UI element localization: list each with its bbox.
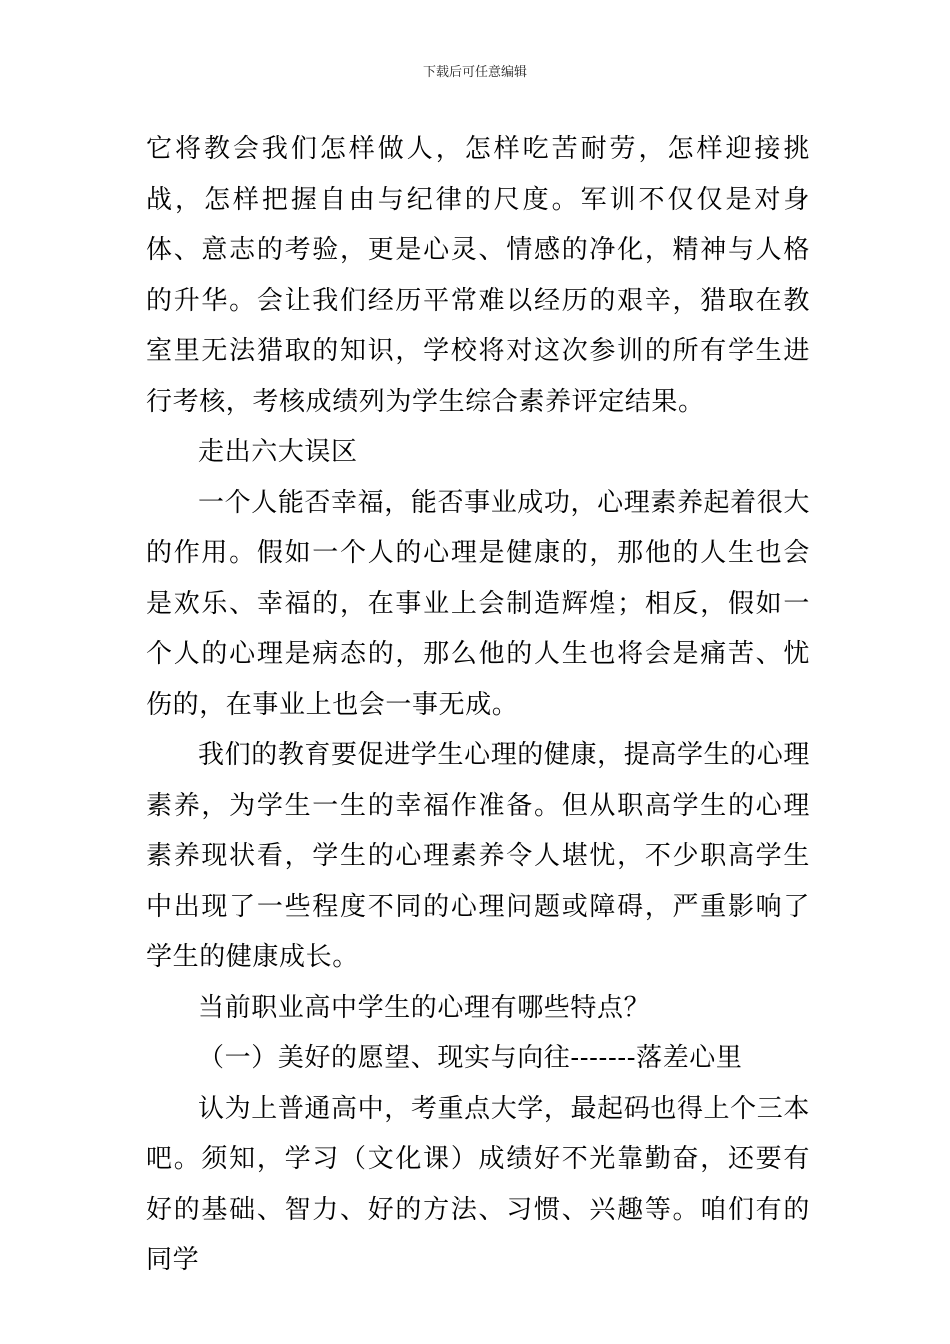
document-body bbox=[146, 124, 810, 1286]
paragraph-expectations: 认为上普通高中，考重点大学，最起码也得上个三本吧。须知，学习（文化课）成绩好不光靠勤奋，还要有好的基础、智力、好的方法、习惯、兴趣等。咱们有的同学 bbox=[146, 1093, 810, 1275]
paragraph-subheading-one: （一）美好的愿望、现实与向往-------落差心里 bbox=[198, 1043, 743, 1073]
paragraph-education-goal: 我们的教育要促进学生心理的健康，提高学生的心理素养，为学生一生的幸福作准备。但从职高学生的心理素养现状看，学生的心理素养令人堪忧，不少职高学生中出现了一些程度不同的心理问题或障碍，严重影响了学生的健康成长。 bbox=[146, 740, 810, 972]
paragraph-question-characteristics: 当前职业高中学生的心理有哪些特点？ bbox=[198, 992, 651, 1023]
paragraph-psychological-quality: 一个人能否幸福，能否事业成功，心理素养起着很大的作用。假如一个人的心理是健康的，那他的人生也会是欢乐、幸福的，在事业上会制造辉煌；相反，假如一个人的心理是病态的，那么他的人生也将会是痛苦、忧伤的，在事业上也会一事无成。 bbox=[146, 487, 810, 720]
paragraph-military-training: 它将教会我们怎样做人，怎样吃苦耐劳，怎样迎接挑战，怎样把握自由与纪律的尺度。军训不仅仅是对身体、意志的考验，更是心灵、情感的净化，精神与人格的升华。会让我们经历平常难以经历的艰辛，猎取在教室里无法猎取的知识，学校将对这次参训的所有学生进行考核，考核成绩列为学生综合素养评定结果。 bbox=[146, 134, 810, 417]
page-header: 下载后可任意编辑 bbox=[422, 65, 527, 80]
paragraph-heading-six-misconceptions: 走出六大误区 bbox=[198, 437, 358, 467]
